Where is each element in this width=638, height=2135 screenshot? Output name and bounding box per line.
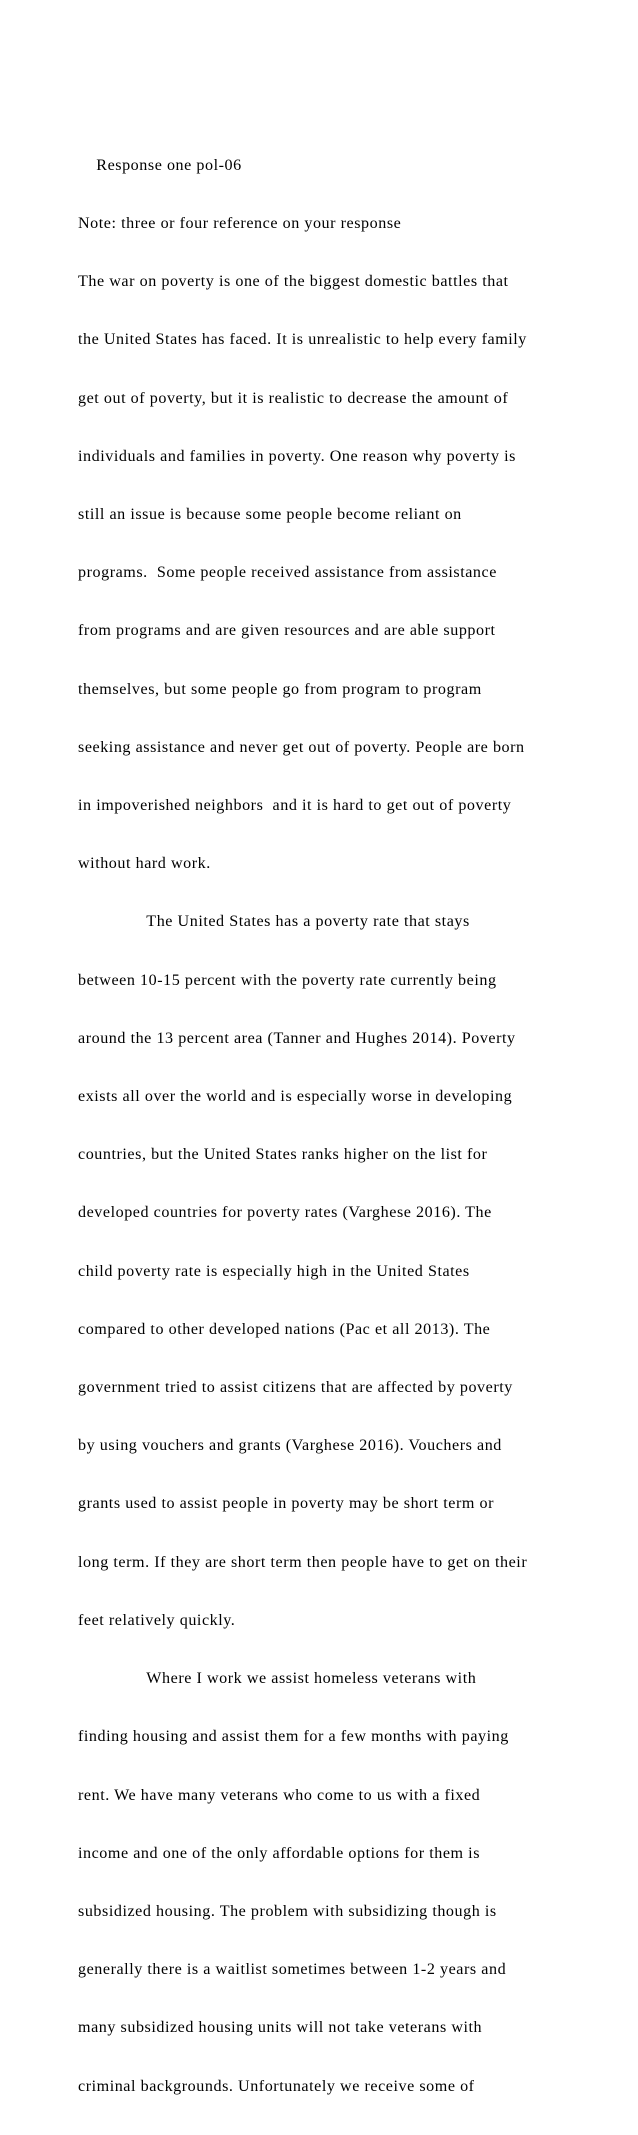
text-line: finding housing and assist them for a few months with paying <box>78 1728 509 1746</box>
text-line: seeking assistance and never get out of poverty. People are born <box>78 738 525 756</box>
text-line: exists all over the world and is especially worse in developing <box>78 1088 513 1106</box>
text-line: criminal backgrounds. Unfortunately we receive some of <box>78 2077 475 2095</box>
text-line: generally there is a waitlist sometimes between 1-2 years and <box>78 1961 507 1979</box>
text-line: child poverty rate is especially high in the United States <box>78 1262 470 1280</box>
text-line: the United States has faced. It is unrealistic to help every family <box>78 331 527 349</box>
document-body <box>78 117 618 2135</box>
text-line: around the 13 percent area (Tanner and Hughes 2014). Poverty <box>78 1029 516 1047</box>
text-line: developed countries for poverty rates (Varghese 2016). The <box>78 1204 492 1222</box>
text-line: Response one pol-06 <box>78 156 242 174</box>
text-line: income and one of the only affordable options for them is <box>78 1844 481 1862</box>
text-line: countries, but the United States ranks higher on the list for <box>78 1146 488 1164</box>
text-line: in impoverished neighbors and it is hard to get out of poverty <box>78 797 512 815</box>
text-line: programs. Some people received assistance from assistance <box>78 564 497 582</box>
text-line: Note: three or four reference on your response <box>78 215 402 233</box>
text-line: The United States has a poverty rate that stays <box>78 913 470 931</box>
text-line: between 10-15 percent with the poverty rate currently being <box>78 971 497 989</box>
text-line: get out of poverty, but it is realistic to decrease the amount of <box>78 389 509 407</box>
text-line: from programs and are given resources and are able support <box>78 622 496 640</box>
text-line: still an issue is because some people become reliant on <box>78 506 462 524</box>
text-line: grants used to assist people in poverty may be short term or <box>78 1495 495 1513</box>
text-line: long term. If they are short term then people have to get on their <box>78 1553 528 1571</box>
text-line: government tried to assist citizens that are affected by poverty <box>78 1379 513 1397</box>
text-line: rent. We have many veterans who come to us with a fixed <box>78 1786 481 1804</box>
text-line: Where I work we assist homeless veterans with <box>78 1670 477 1688</box>
text-line: without hard work. <box>78 855 211 873</box>
text-line: many subsidized housing units will not take veterans with <box>78 2019 483 2037</box>
text-line: compared to other developed nations (Pac et all 2013). The <box>78 1320 491 1338</box>
text-line: The war on poverty is one of the biggest domestic battles that <box>78 273 509 291</box>
text-line: by using vouchers and grants (Varghese 2016). Vouchers and <box>78 1437 502 1455</box>
text-line: individuals and families in poverty. One reason why poverty is <box>78 447 516 465</box>
text-line: themselves, but some people go from program to program <box>78 680 482 698</box>
text-line: feet relatively quickly. <box>78 1611 236 1629</box>
text-line: subsidized housing. The problem with subsidizing though is <box>78 1902 497 1920</box>
